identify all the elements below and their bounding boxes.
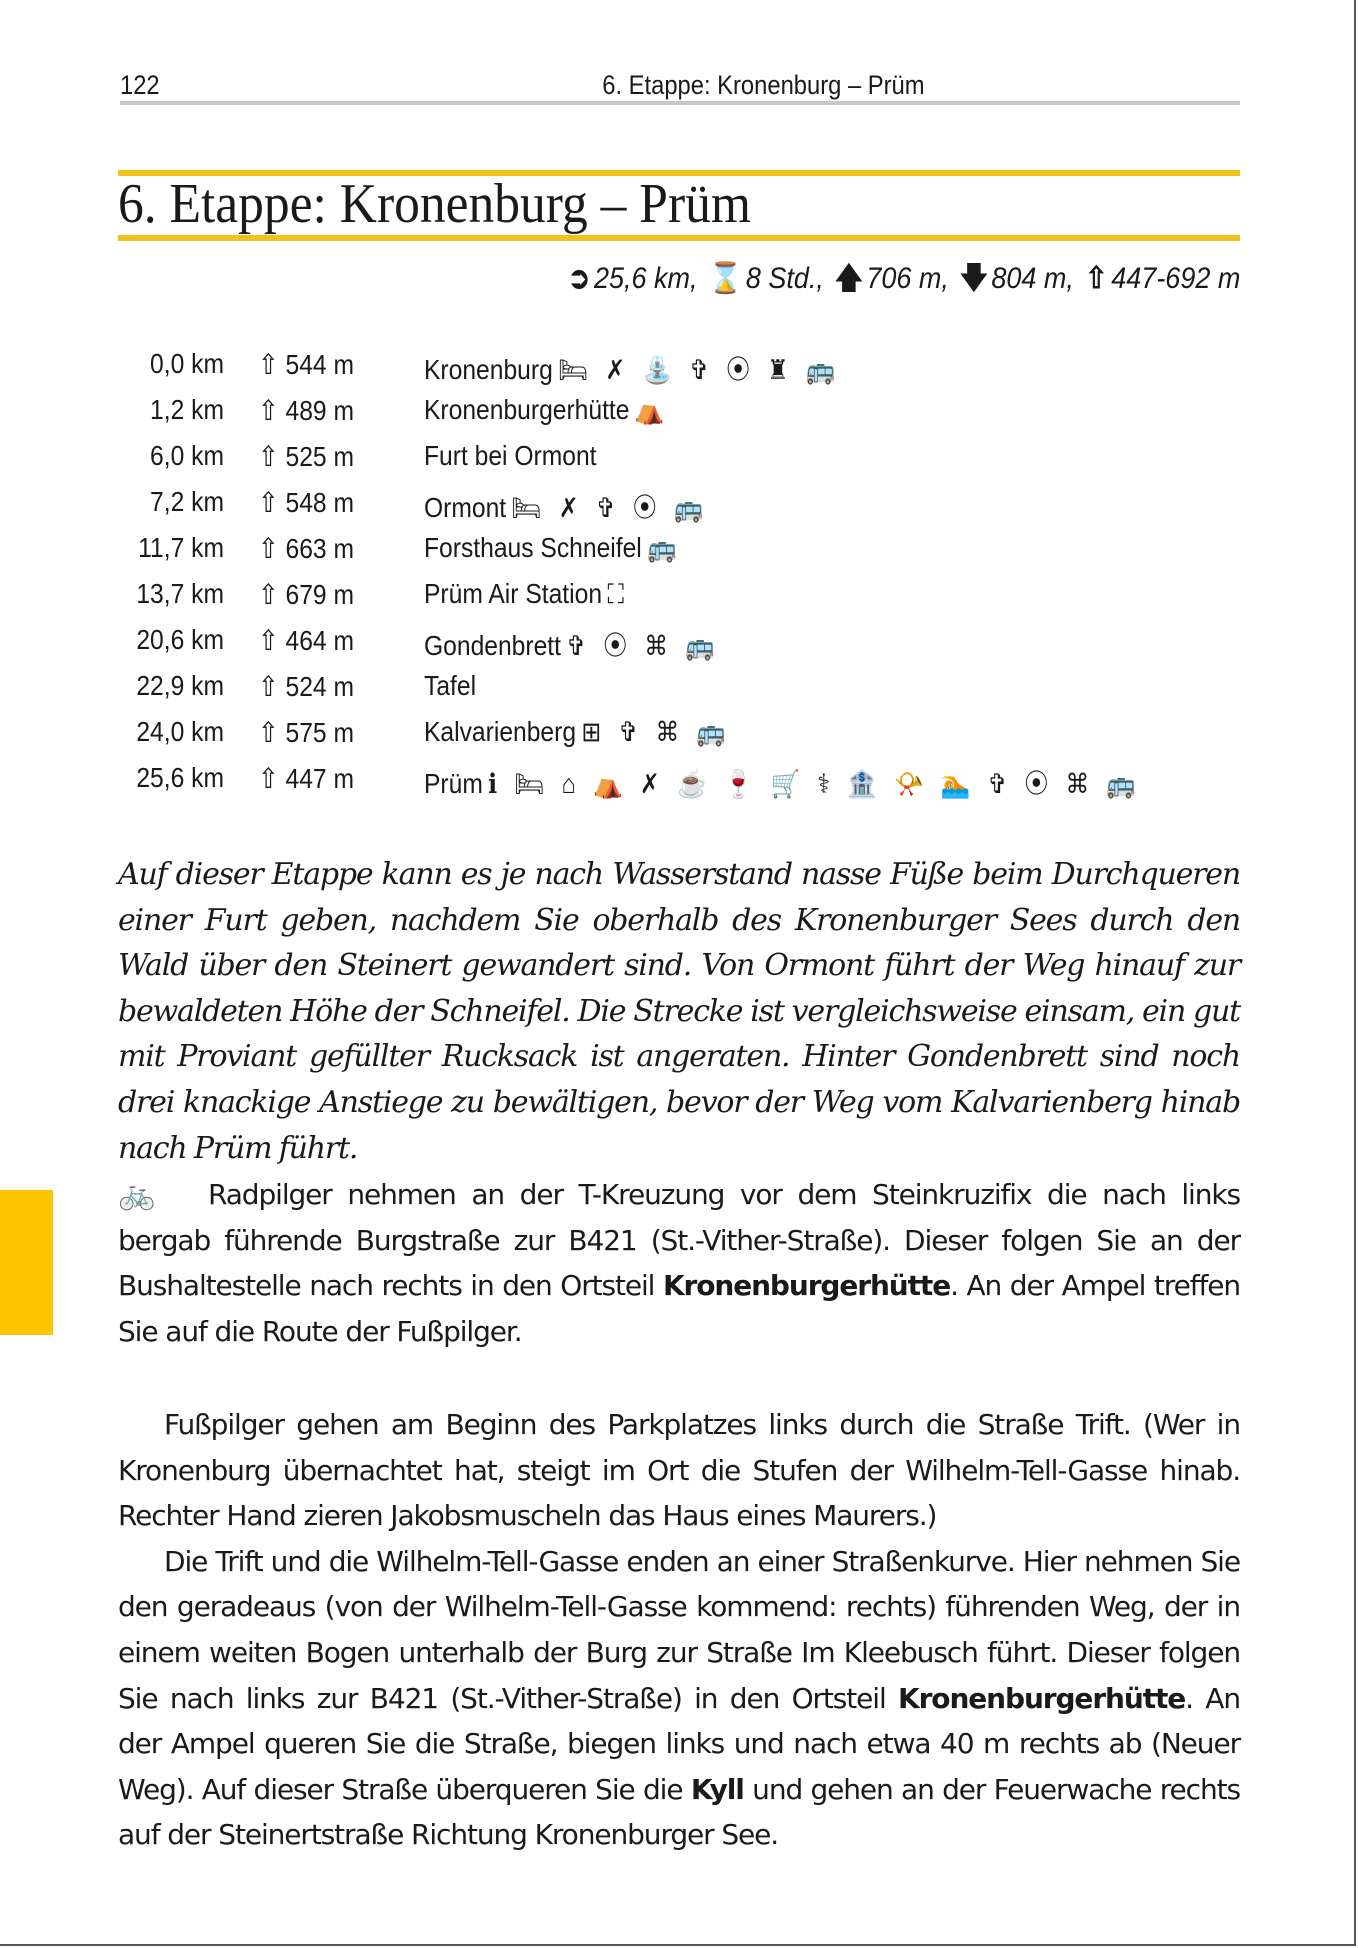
altitude-icon: ⇧ [1084,262,1108,295]
stage-stats [564,256,1240,307]
route-km: 22,9 km [136,670,224,701]
running-title: 6. Etappe: Kronenburg – Prüm [602,70,925,100]
walker-text: Die Trift und die Wilhelm-Tell-Gasse enden an einer Straßenkurve. Hier nehmen Sie den geradeaus (von der Wilhelm-Tell-Gasse kommend: rechts) führenden Weg, der in einem weiten Bogen unterhalb der Burg zur Straße Im Kleebusch führt. Dieser folgen Sie nach links zur B421 (St.-Vither-Straße) in den Ortsteil [118,1544,1240,1715]
page-number: 122 [120,70,160,100]
route-place [424,532,682,564]
place-name: Forsthaus Schneifel [424,532,642,563]
header-rule [120,101,1240,105]
chapter-title: 6. Etappe: Kronenburg – Prüm [118,173,751,235]
route-altitude: ⇧ 524 m [258,671,354,702]
route-km: 24,0 km [136,716,224,747]
route-place [424,348,841,387]
facility-icons: ✞ ⦿ ⌘ 🚌 [566,631,721,661]
place-name: Tafel [424,670,477,701]
descent-value: 804 m, [991,262,1074,295]
facility-icons: 🛏 ✗ ⛲ ✞ ⦿ ♜ 🚌 [558,355,841,385]
cyclist-text: . An der Ampel treffen Sie auf die Route der Fußpilger. [118,1269,1240,1348]
route-altitude: ⇧ 447 m [258,763,354,794]
place-name: Kronenburgerhütte [424,394,630,425]
place-name: Furt bei Ormont [424,440,597,471]
cyclist-text: Radpilger nehmen an der T-Kreuzung vor dem Steinkruzifix die nach links bergab führende Burgstraße zur B421 (St.-Vither-Straße). Dieser folgen Sie an der Bushaltestelle nach rechts in den Ortsteil [118,1178,1240,1303]
route-place [424,624,720,663]
route-altitude: ⇧ 575 m [258,717,354,748]
facility-icons: 🚌 [647,533,682,563]
route-km: 13,7 km [136,578,224,609]
route-place [424,440,602,472]
arrow-down-icon: 🡇 [959,262,988,295]
route-place [424,670,481,702]
river-highlight: Kyll [690,1772,744,1806]
route-km: 7,2 km [150,486,224,517]
cyclist-section [118,1172,1240,1354]
place-name: Prüm [424,768,483,799]
route-km: 20,6 km [136,624,224,655]
cyclist-paragraph [118,1172,1240,1354]
place-name: Kalvarienberg [424,716,577,747]
walker-paragraph-1: Fußpilger gehen am Beginn des Parkplatzes links durch die Straße Trift. (Wer in Kronenburg übernachtet hat, steigt im Ort die Stufen der Wilhelm-Tell-Gasse hinab. Rechter Hand zieren Jakobsmuscheln das Haus eines Maurers.) [118,1408,1240,1533]
place-name: Prüm Air Station [424,578,603,609]
route-km: 25,6 km [136,762,224,793]
route-altitude: ⇧ 663 m [258,533,354,564]
route-place [424,394,670,426]
route-km: 11,7 km [138,532,224,563]
chapter-tab-marker [0,1190,53,1335]
facility-icons: ⊞ ✞ ⌘ 🚌 [581,717,732,747]
walker-text: . An der Ampel queren Sie die Straße, biegen links und nach etwa 40 m rechts ab (Neuer Weg). Auf dieser Straße überqueren Sie die [118,1681,1240,1806]
facility-icons: ⛶ [607,579,630,609]
distance-value: 25,6 km, [593,262,698,295]
route-place [424,716,731,748]
walker-paragraph-2 [118,1539,1240,1858]
distance-icon: ➲ [567,262,591,295]
arrow-up-icon: 🡅 [834,262,863,295]
route-altitude: ⇧ 679 m [258,579,354,610]
route-altitude: ⇧ 464 m [258,625,354,656]
route-altitude: ⇧ 544 m [258,349,354,380]
route-km: 6,0 km [150,440,224,471]
place-name: Ormont [424,492,507,523]
route-km: 0,0 km [150,348,224,379]
walker-text: und gehen an der Feuerwache rechts auf der Steinertstraße Richtung Kronenburger See. [118,1772,1240,1852]
hourglass-icon: ⌛ [708,262,742,295]
route-place [424,486,709,525]
route-place [424,578,629,611]
duration-value: 8 Std., [745,262,824,295]
walker-section [118,1402,1240,1858]
route-altitude: ⇧ 548 m [258,487,354,518]
altitude-range: 447-692 m [1110,262,1240,295]
intro-paragraph: Auf dieser Etappe kann es je nach Wasserstand nasse Füße beim Durchqueren einer Furt geben, nachdem Sie oberhalb des Kronenburger Sees durch den Wald über den Steinert gewandert sind. Von Ormont führt der Weg hinauf zur bewaldeten Höhe der Schneifel. Die Strecke ist vergleichsweise einsam, ein gut mit Proviant gefüllter Rucksack ist angeraten. Hinter Gondenbrett sind noch drei knackige Anstiege zu bewältigen, bevor der Weg vom Kalvarienberg hinab nach Prüm führt. [118,857,1240,1166]
route-km: 1,2 km [150,394,224,425]
title-rule-bottom [118,235,1240,241]
place-highlight: Kronenburgerhütte [898,1681,1186,1715]
ascent-value: 706 m, [866,262,949,295]
facility-icons: 🛏 ✗ ✞ ⦿ 🚌 [511,493,709,523]
running-head [120,66,1106,106]
bicycle-icon: 🚲 [118,1177,155,1212]
place-name: Gondenbrett [424,630,561,661]
route-altitude: ⇧ 525 m [258,441,354,472]
place-name: Kronenburg [424,354,553,385]
facility-icons: ℹ 🛏 ⌂ ⛺ ✗ ☕ 🍷 🛒 ⚕ 🏦 📯 🏊 ✞ ⦿ ⌘ 🚌 [488,769,1142,799]
route-place [424,762,1141,801]
facility-icons: ⛺ [634,395,670,425]
route-altitude: ⇧ 489 m [258,395,354,426]
place-highlight: Kronenburgerhütte [662,1269,951,1303]
